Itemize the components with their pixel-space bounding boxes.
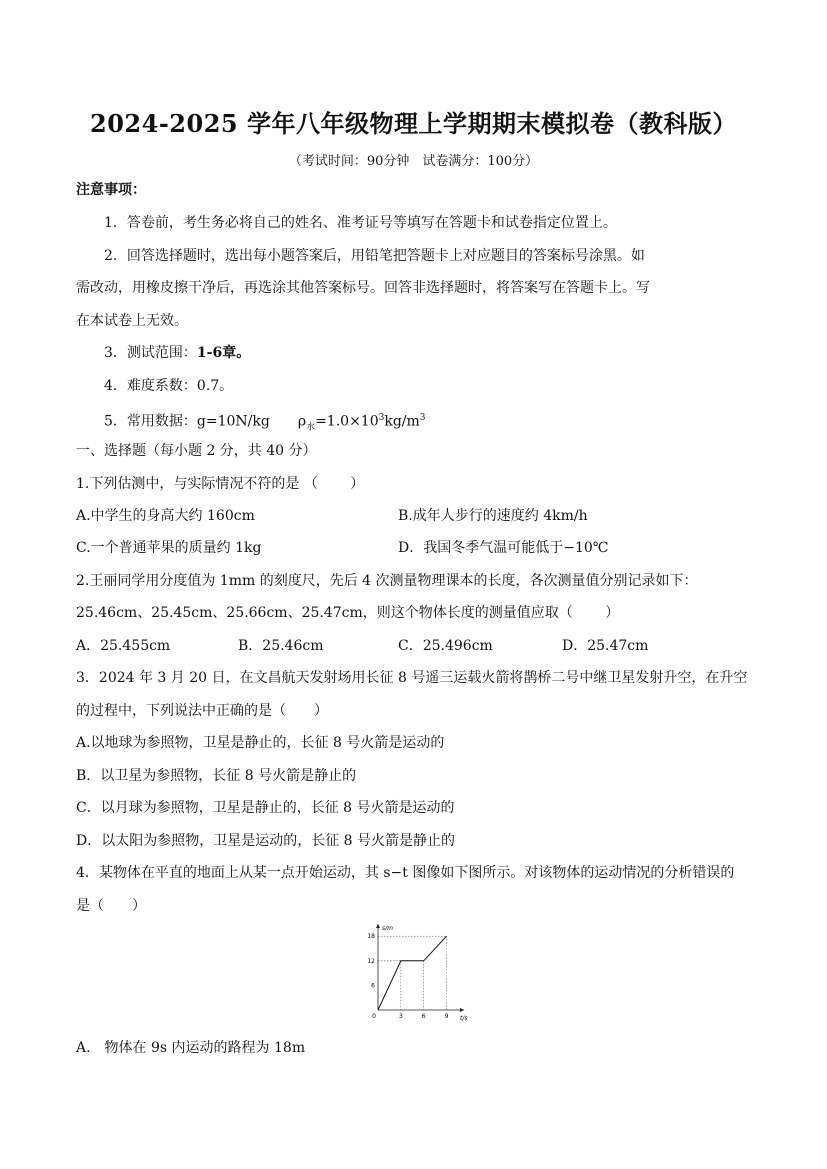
st-series-line <box>378 936 447 1010</box>
page-title: 2024-2025 学年八年级物理上学期期末模拟卷（教科版） <box>90 109 737 138</box>
note-item-2-line-2: 需改动，用橡皮擦干净后，再选涂其他答案标号。回答非选择题时，将答案写在答题卡上。写 <box>76 280 650 296</box>
q2-stem-line-1: 2.王丽同学用分度值为 1mm 的刻度尺，先后 4 次测量物理课本的长度，各次测量值分别记录如下： <box>76 573 698 589</box>
y-tick-label: 12 <box>367 957 375 965</box>
y-axis-arrow <box>376 924 380 928</box>
q1-option-d: D．我国冬季气温可能低于−10℃ <box>398 540 609 556</box>
x-tick-label: 9 <box>444 1013 449 1020</box>
st-graph <box>360 918 470 1023</box>
x-tick-label: 6 <box>421 1013 426 1020</box>
note-item-3-value: 1-6章。 <box>196 345 251 361</box>
note-item-5-c: kg/m <box>384 413 420 430</box>
q4-stem-line-2: 是（ ） <box>76 898 146 914</box>
x-tick-label: 3 <box>398 1013 403 1020</box>
section-1-heading: 一、选择题（每小题 2 分，共 40 分） <box>76 443 317 459</box>
y-tick-label: 6 <box>371 982 375 990</box>
note-item-4: 4．难度系数：0.7。 <box>104 378 234 394</box>
q1-option-a: A.中学生的身高大约 160cm <box>76 508 255 524</box>
x-axis-arrow <box>460 1008 464 1012</box>
q1-stem: 1.下列估测中，与实际情况不符的是 （ ） <box>76 476 365 492</box>
note-item-3 <box>104 343 250 363</box>
note-item-1: 1．答卷前，考生务必将自己的姓名、准考证号等填写在答题卡和试卷指定位置上。 <box>104 215 617 231</box>
q2-option-b: B．25.46cm <box>238 638 324 654</box>
note-item-2-line-3: 在本试卷上无效。 <box>76 313 188 329</box>
note-item-5 <box>104 408 426 437</box>
page-subtitle: （考试时间：90分钟 试卷满分：100分） <box>288 154 539 169</box>
x-axis-label: t/s <box>460 1015 468 1022</box>
q3-option-b: B．以卫星为参照物，长征 8 号火箭是静止的 <box>76 768 357 784</box>
note-item-5-b: =1.0×10 <box>315 413 379 430</box>
q3-stem-line-1: 3．2024 年 3 月 20 日，在文昌航天发射场用长征 8 号遥三运载火箭将鹊桥二号中继卫星发射升空，在升空 <box>76 670 748 686</box>
notes-heading: 注意事项： <box>76 182 146 198</box>
note-item-2-line-1: 2．回答选择题时，选出每小题答案后，用铅笔把答题卡上对应题目的答案标号涂黑。如 <box>104 248 645 264</box>
note-item-5-sup: 3 <box>378 413 385 423</box>
q2-option-a: A．25.455cm <box>76 638 171 654</box>
q2-option-c: C．25.496cm <box>398 638 493 654</box>
q1-option-c: C.一个普通苹果的质量约 1kg <box>76 540 262 556</box>
q2-option-d: D．25.47cm <box>562 638 649 654</box>
q2-stem-line-2: 25.46cm、25.45cm、25.66cm、25.47cm，则这个物体长度的测量值应取（ ） <box>76 605 620 621</box>
note-item-5-a: 5．常用数据：g=10N/kg ρ <box>104 413 307 430</box>
q3-stem-line-2: 的过程中，下列说法中正确的是（ ） <box>76 703 328 719</box>
note-item-3-prefix: 3．测试范围： <box>104 345 197 361</box>
q4-option-a: A. 物体在 9s 内运动的路程为 18m <box>76 1040 306 1056</box>
y-axis-label: s/m <box>382 925 393 932</box>
q4-stem-line-1: 4．某物体在平直的地面上从某一点开始运动，其 s−t 图像如下图所示。对该物体的运动情况的分析错误的 <box>76 865 735 881</box>
q3-option-c: C．以月球为参照物，卫星是静止的，长征 8 号火箭是运动的 <box>76 800 455 816</box>
note-item-5-sub: 水 <box>306 422 316 433</box>
q3-option-d: D．以太阳为参照物，卫星是运动的，长征 8 号火箭是静止的 <box>76 833 456 849</box>
q3-option-a: A.以地球为参照物，卫星是静止的，长征 8 号火箭是运动的 <box>76 735 445 751</box>
note-item-5-sup2: 3 <box>419 413 426 423</box>
y-tick-label: 18 <box>367 933 375 941</box>
x-tick-label: 0 <box>372 1013 376 1020</box>
q1-option-b: B.成年人步行的速度约 4km/h <box>398 508 588 524</box>
